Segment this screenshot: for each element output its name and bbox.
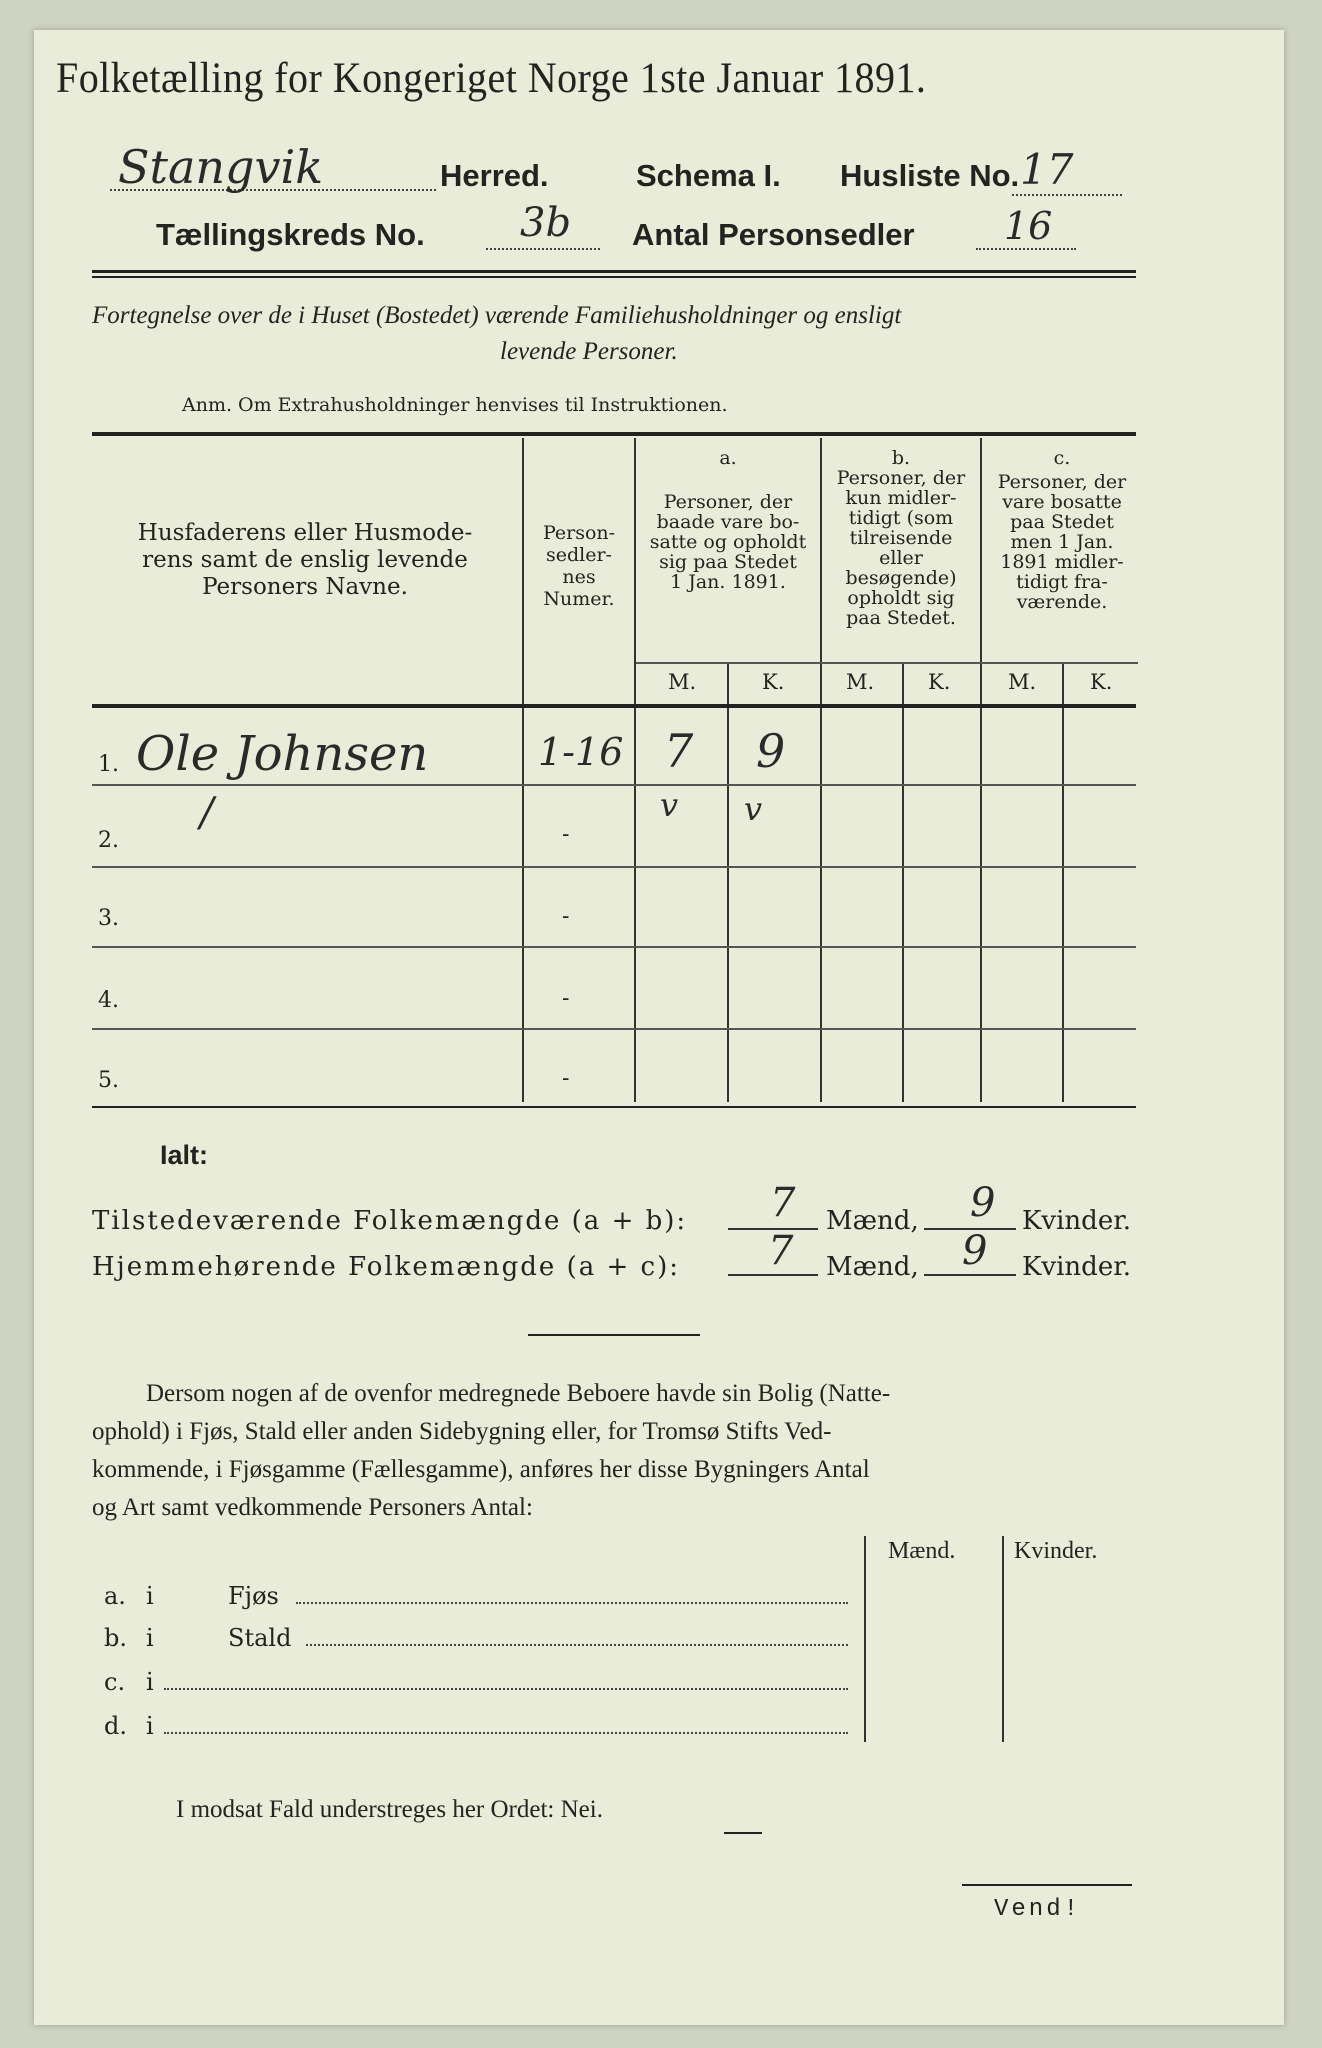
row-line: [92, 866, 1136, 868]
header-b-line: tidigt (som: [848, 507, 954, 529]
footer-para-line: Dersom nogen af de ovenfor medregnede Beboere havde sin Bolig (Natte-: [146, 1380, 891, 1407]
row-number: 1.: [98, 752, 119, 777]
row-person-num: -: [562, 822, 570, 847]
hjemme-kvinder: Kvinder.: [1022, 1252, 1132, 1282]
footer-item-label: Fjøs: [228, 1582, 279, 1610]
intro-line1: Fortegnelse over de i Huset (Bostedet) værende Familiehusholdninger og ensligt: [92, 302, 902, 329]
row-number: 2.: [98, 828, 119, 853]
header-rule: [92, 270, 1136, 273]
header-b-line: tilreisende: [849, 527, 953, 549]
header-name-col: [100, 520, 510, 601]
header-name-line: rens samt de enslig levende: [142, 547, 468, 573]
row-line: [92, 784, 1136, 786]
row-line: [92, 1028, 1136, 1030]
row-person-num: 1-16: [538, 730, 624, 774]
header-c-col: [984, 448, 1140, 612]
header-c-line: 1891 midler-: [1000, 551, 1124, 573]
herred-label: Herred.: [440, 158, 549, 193]
row-a-k: 9: [756, 724, 786, 778]
row-number: 4.: [98, 988, 119, 1013]
ditto-mark: /: [200, 790, 214, 836]
hjemme-maend: Mænd,: [826, 1252, 919, 1282]
b-k-label: K.: [928, 670, 951, 694]
header-c-line: tidigt fra-: [1016, 571, 1108, 593]
footer-item-i: i: [146, 1668, 154, 1696]
footer-item-letter: a.: [104, 1582, 126, 1610]
row-a-m: v: [660, 786, 679, 824]
header-b-line: Personer, der: [836, 467, 966, 489]
footer-kvinder-col: Kvinder.: [1014, 1538, 1098, 1564]
header-name-line: Personers Navne.: [202, 574, 408, 600]
footer-maend-col: Mænd.: [888, 1538, 956, 1564]
hjemme-m-value: 7: [768, 1228, 794, 1274]
header-b-line: opholdt sig: [847, 587, 955, 609]
header-b-letter: b.: [891, 447, 911, 469]
header-b-col: [822, 448, 980, 628]
schema-label: Schema I.: [636, 158, 781, 193]
header-b-line: eller: [879, 547, 923, 569]
header-b-line: paa Stedet.: [846, 607, 956, 629]
col-divider-2: [634, 438, 636, 1102]
c-m-label: M.: [1008, 670, 1037, 694]
footer-item-i: i: [146, 1624, 154, 1652]
husliste-label: Husliste No.: [840, 158, 1020, 193]
intro-line2: levende Personer.: [500, 338, 678, 365]
tilstede-m-value: 7: [770, 1180, 796, 1226]
row-person-num: -: [562, 986, 570, 1011]
header-a-col: [638, 448, 818, 592]
row-a-m: 7: [664, 724, 694, 778]
kreds-label: Tællingskreds No.: [156, 217, 425, 252]
footer-para-line: og Art samt vedkommende Personers Antal:: [92, 1494, 533, 1521]
hjemme-m-line: [728, 1274, 818, 1276]
header-c-letter: c.: [1053, 447, 1071, 469]
antal-value: 16: [1004, 204, 1053, 248]
mk-subheader-rule: [636, 662, 1138, 664]
footer-para-line: kommende, i Fjøsgamme (Fællesgamme), anføres her disse Bygningers Antal: [92, 1456, 870, 1483]
header-c-line: men 1 Jan.: [1010, 531, 1114, 553]
footer-item-i: i: [146, 1712, 154, 1740]
kreds-dotline: [486, 246, 600, 250]
table-bottom-rule: [92, 1106, 1136, 1108]
header-num-line: Numer.: [543, 588, 615, 610]
header-a-line: 1 Jan. 1891.: [670, 571, 786, 593]
row-name: Ole Johnsen: [136, 726, 429, 782]
footer-dotline: [164, 1730, 848, 1734]
table-top-rule: [92, 432, 1136, 436]
header-b-line: kun midler-: [845, 487, 957, 509]
footer-item-letter: c.: [104, 1668, 126, 1696]
hjemme-k-value: 9: [962, 1228, 988, 1274]
footer-item-label: Stald: [228, 1624, 292, 1652]
footer-dotline: [296, 1600, 848, 1604]
col-divider-1: [522, 438, 524, 1102]
row-a-k: v: [744, 790, 763, 828]
footer-dotline: [306, 1642, 848, 1646]
row-number: 3.: [98, 906, 119, 931]
footer-item-letter: d.: [104, 1712, 127, 1740]
nei-underline: [724, 1832, 762, 1834]
header-num-line: sedler-: [546, 544, 612, 566]
header-a-line: satte og opholdt: [649, 531, 807, 553]
herred-value: Stangvik: [118, 140, 324, 194]
footer-para-line: ophold) i Fjøs, Stald eller anden Sidebygning eller, for Tromsø Stifts Ved-: [92, 1418, 832, 1445]
header-a-line: Personer, der: [663, 491, 793, 513]
footer-item-letter: b.: [104, 1624, 127, 1652]
a-k-label: K.: [762, 670, 785, 694]
vend-text: Vend!: [994, 1896, 1082, 1923]
col-divider-4: [980, 438, 982, 1102]
header-c-line: Personer, der: [997, 471, 1127, 493]
footer-divider-1: [864, 1536, 866, 1742]
header-name-line: Husfaderens eller Husmode-: [137, 520, 473, 546]
tilstede-label: Tilstedeværende Folkemængde (a + b):: [92, 1206, 688, 1236]
row-person-num: -: [562, 1066, 570, 1091]
section-divider: [528, 1334, 700, 1336]
header-a-line: baade vare bo-: [656, 511, 800, 533]
header-num-line: Person-: [542, 522, 616, 544]
header-num-line: nes: [562, 566, 596, 588]
col-b-mk-divider: [902, 664, 904, 1102]
header-c-line: vare bosatte: [1002, 491, 1122, 513]
tilstede-maend: Mænd,: [826, 1206, 919, 1236]
tilstede-kvinder: Kvinder.: [1022, 1206, 1132, 1236]
anm-note: Anm. Om Extrahusholdninger henvises til Instruktionen.: [182, 394, 728, 416]
header-bottom-rule: [92, 704, 1136, 708]
header-c-line: paa Stedet: [1010, 511, 1114, 533]
header-a-line: sig paa Stedet: [659, 551, 797, 573]
header-num-col: [526, 522, 632, 610]
hjemme-k-line: [924, 1274, 1016, 1276]
b-m-label: M.: [846, 670, 875, 694]
row-line: [92, 946, 1136, 948]
ialt-label: Ialt:: [160, 1140, 209, 1170]
footer-divider-2: [1002, 1536, 1004, 1742]
col-c-mk-divider: [1062, 664, 1064, 1102]
footer-item-i: i: [146, 1582, 154, 1610]
a-m-label: M.: [668, 670, 697, 694]
header-c-line: værende.: [1016, 591, 1108, 613]
c-k-label: K.: [1090, 670, 1113, 694]
header-b-line: besøgende): [845, 567, 957, 589]
header-rule-thin: [92, 276, 1136, 278]
footer-dotline: [164, 1686, 848, 1690]
tilstede-k-value: 9: [970, 1180, 996, 1226]
col-a-mk-divider: [727, 664, 729, 1102]
modsat-text: I modsat Fald understreges her Ordet: Nei.: [176, 1796, 603, 1823]
hjemme-label: Hjemmehørende Folkemængde (a + c):: [92, 1252, 680, 1282]
form-title: Folketælling for Kongeriget Norge 1ste Januar 1891.: [56, 55, 927, 102]
row-person-num: -: [562, 904, 570, 929]
husliste-value: 17: [1020, 145, 1074, 194]
kreds-value: 3b: [520, 200, 572, 246]
vend-rule: [962, 1884, 1132, 1886]
header-a-letter: a.: [719, 447, 737, 469]
row-number: 5.: [98, 1068, 119, 1093]
antal-label: Antal Personsedler: [632, 217, 915, 252]
